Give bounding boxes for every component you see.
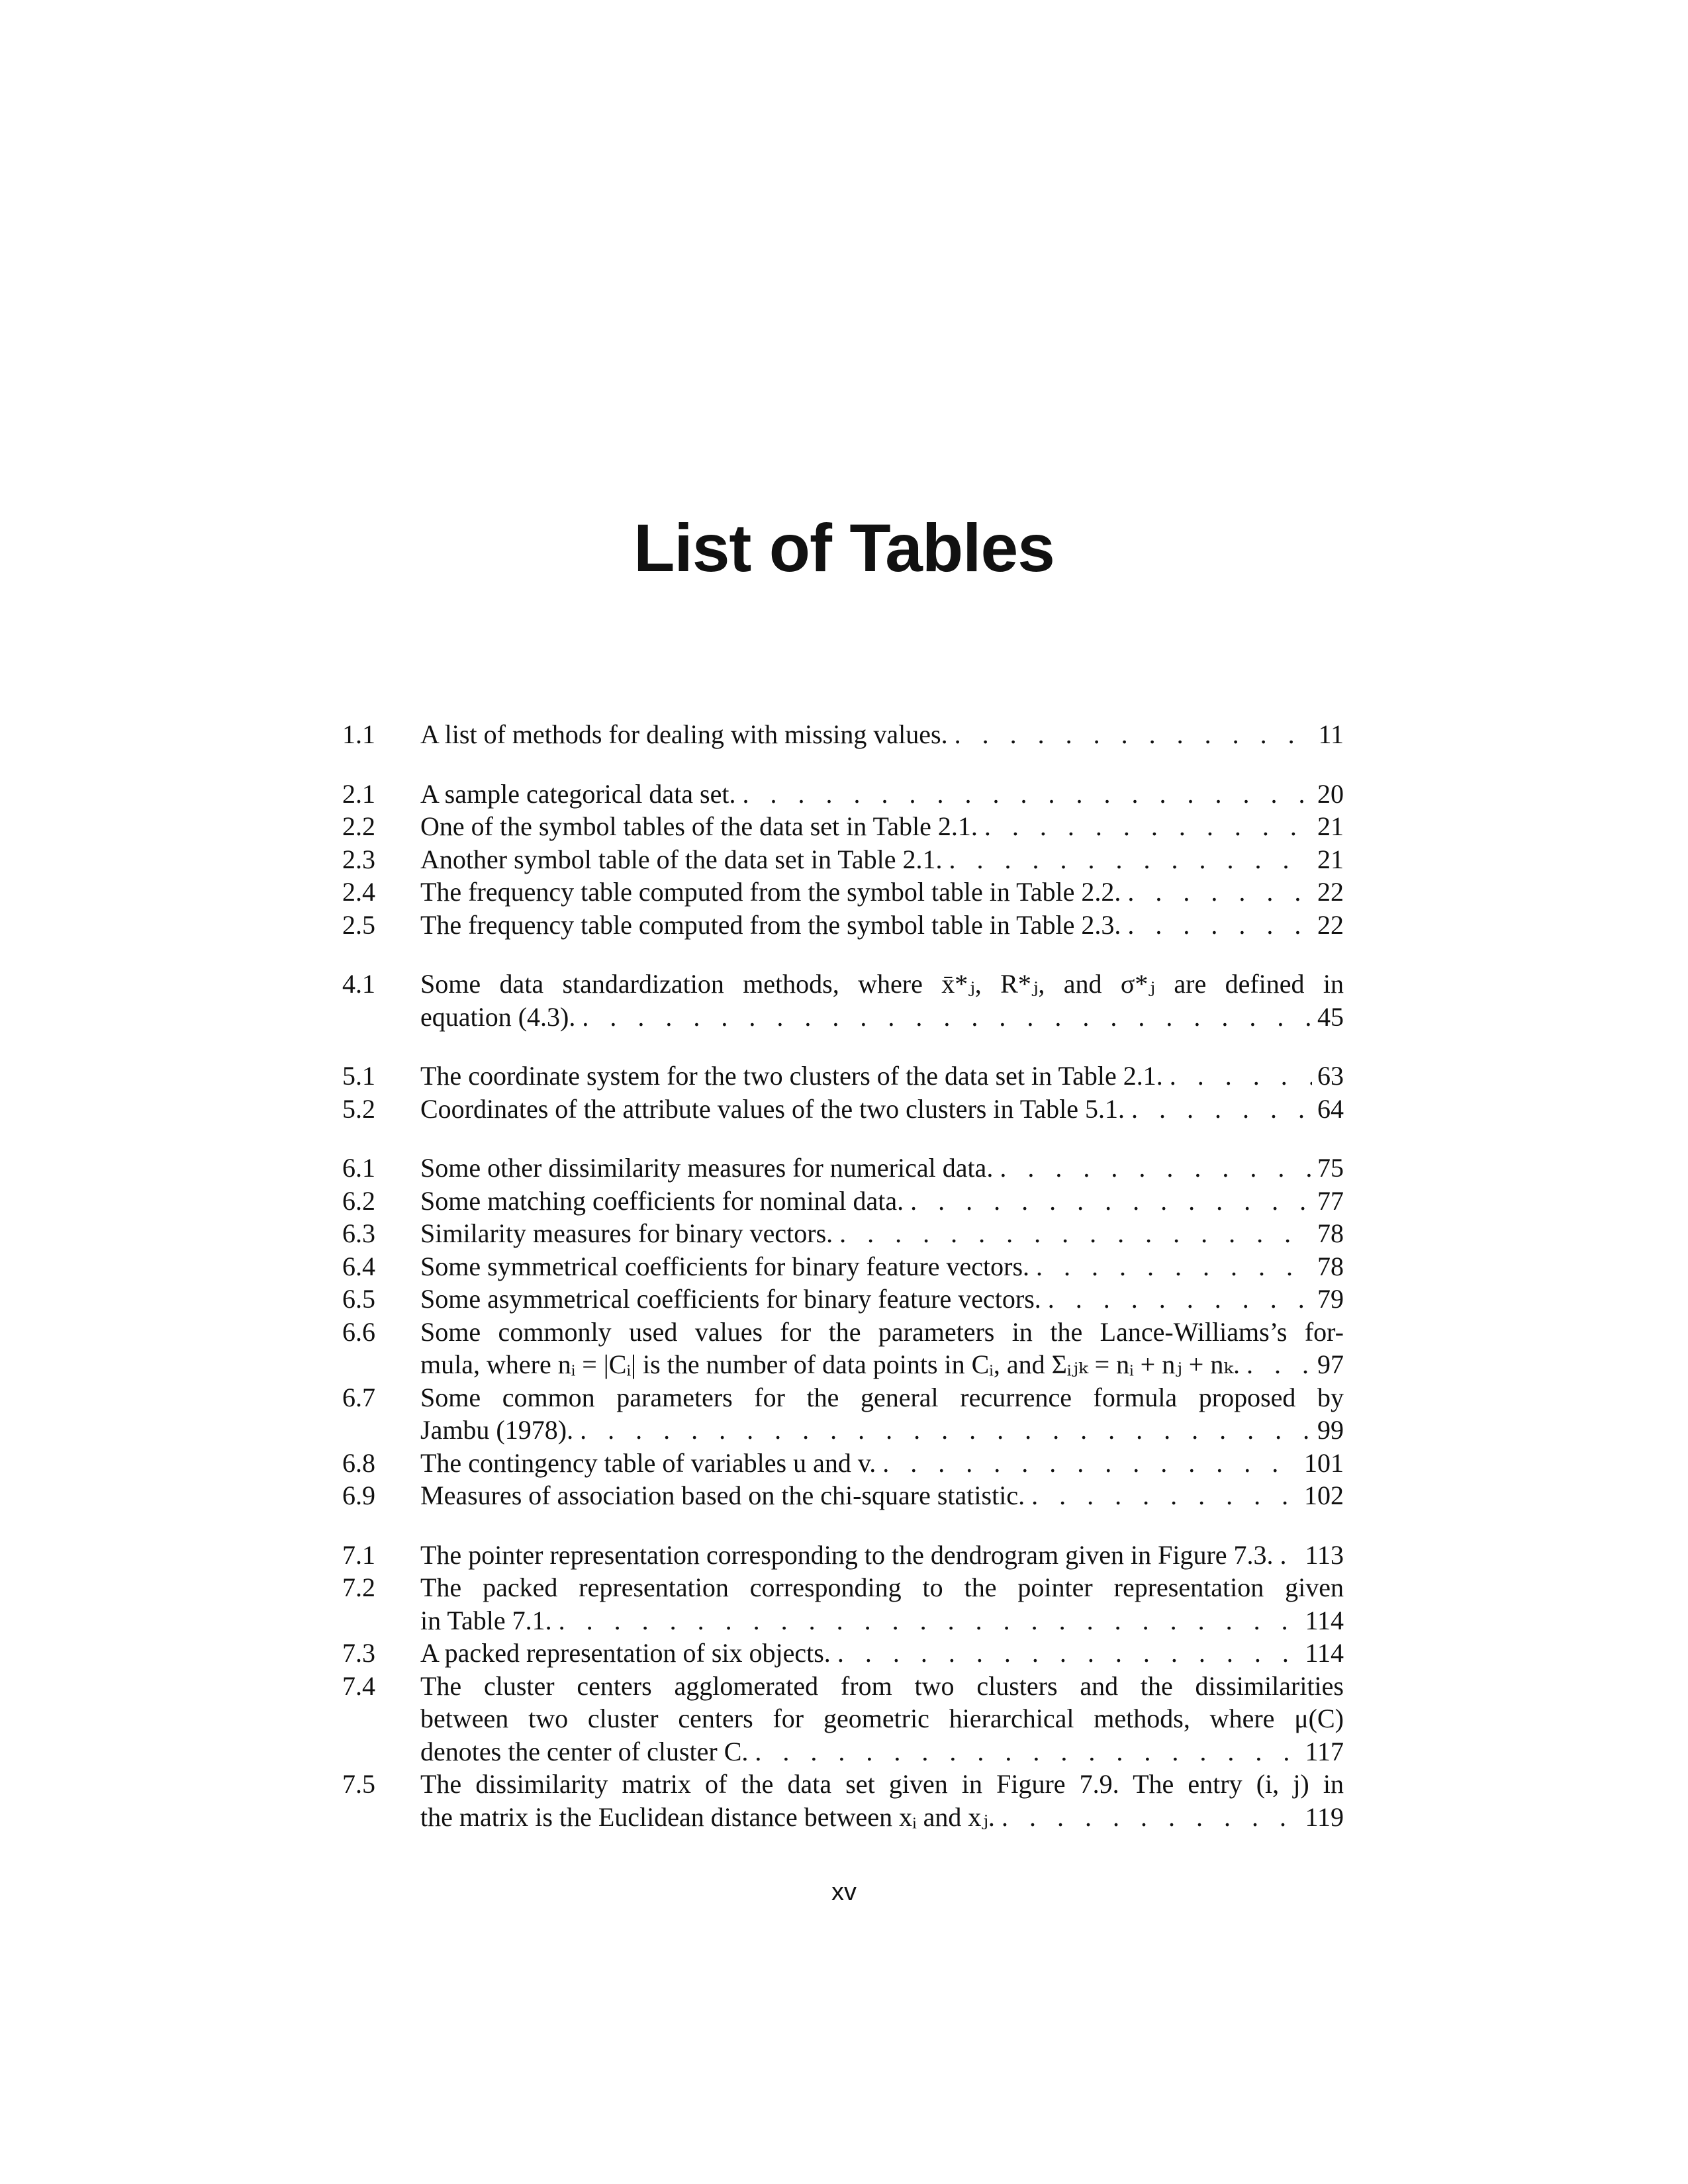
page-ref[interactable]: 20 bbox=[1317, 778, 1344, 809]
caption-line bbox=[420, 843, 1344, 876]
page-ref[interactable]: 79 bbox=[1317, 1284, 1344, 1314]
entry-number: 7.4 bbox=[342, 1670, 375, 1701]
page-ref[interactable]: 102 bbox=[1304, 1480, 1344, 1510]
page-ref[interactable]: 77 bbox=[1317, 1185, 1344, 1216]
entry-caption bbox=[420, 1093, 1344, 1126]
caption-text: denotes the center of cluster C. bbox=[420, 1736, 749, 1766]
dot-leader bbox=[573, 1414, 1312, 1447]
caption-text: Some matching coefficients for nominal data. bbox=[420, 1185, 904, 1216]
entry-number: 2.5 bbox=[342, 909, 375, 940]
caption-text: the matrix is the Euclidean distance between xᵢ and xⱼ. bbox=[420, 1801, 995, 1832]
caption-text: Another symbol table of the data set in Table 2.1. bbox=[420, 844, 943, 874]
caption-line bbox=[420, 810, 1344, 843]
entry-number: 6.9 bbox=[342, 1480, 375, 1510]
entry-number: 6.3 bbox=[342, 1218, 375, 1248]
entry-number: 6.5 bbox=[342, 1284, 375, 1314]
dot-leader bbox=[1125, 1093, 1312, 1126]
toc-group bbox=[342, 718, 1344, 751]
page-title: List of Tables bbox=[633, 510, 1055, 586]
caption-text: The frequency table computed from the symbol table in Table 2.3. bbox=[420, 909, 1121, 940]
dot-leader bbox=[575, 1001, 1312, 1034]
toc-entry[interactable] bbox=[342, 718, 1344, 751]
dot-leader bbox=[831, 1637, 1300, 1670]
toc-entry[interactable] bbox=[342, 876, 1344, 909]
caption-line bbox=[420, 1539, 1344, 1572]
page-ref[interactable]: 11 bbox=[1318, 719, 1344, 749]
entry-caption bbox=[420, 1670, 1344, 1768]
entry-number: 6.6 bbox=[342, 1316, 375, 1347]
dot-leader bbox=[1041, 1283, 1312, 1316]
toc-entry[interactable] bbox=[342, 1060, 1344, 1093]
entry-caption bbox=[420, 1060, 1344, 1093]
entry-number: 2.3 bbox=[342, 844, 375, 874]
entry-caption bbox=[420, 968, 1344, 1033]
dot-leader bbox=[1121, 909, 1312, 942]
toc-entry[interactable] bbox=[342, 1316, 1344, 1381]
caption-text: between two cluster centers for geometric hierarchical methods, where μ(C) bbox=[420, 1704, 1344, 1733]
dot-leader bbox=[748, 1735, 1299, 1768]
entry-caption bbox=[420, 1316, 1344, 1381]
caption-line bbox=[420, 1604, 1344, 1637]
toc-entry[interactable] bbox=[342, 778, 1344, 811]
page-ref[interactable]: 99 bbox=[1317, 1415, 1344, 1445]
caption-line bbox=[420, 1571, 1344, 1604]
entry-caption bbox=[420, 1637, 1344, 1670]
caption-text: Some other dissimilarity measures for numerical data. bbox=[420, 1153, 994, 1183]
toc-entry[interactable] bbox=[342, 909, 1344, 942]
caption-text: The coordinate system for the two clusters of the data set in Table 2.1. bbox=[420, 1061, 1163, 1091]
page-ref[interactable]: 78 bbox=[1317, 1251, 1344, 1281]
entry-caption bbox=[420, 876, 1344, 909]
page-ref[interactable]: 117 bbox=[1305, 1736, 1344, 1766]
page-ref[interactable]: 63 bbox=[1317, 1061, 1344, 1091]
caption-text: mula, where nᵢ = |Cᵢ| is the number of data points in Cᵢ, and Σᵢⱼₖ = nᵢ + nⱼ + nₖ. bbox=[420, 1349, 1240, 1379]
caption-line bbox=[420, 876, 1344, 909]
entry-caption bbox=[420, 1152, 1344, 1185]
dot-leader bbox=[1240, 1348, 1312, 1381]
caption-text: Some data standardization methods, where x̄*ⱼ, R*ⱼ, and σ*ⱼ are defined in bbox=[420, 969, 1344, 999]
entry-number: 6.4 bbox=[342, 1251, 375, 1281]
page-ref[interactable]: 21 bbox=[1317, 844, 1344, 874]
page-ref[interactable]: 64 bbox=[1317, 1093, 1344, 1124]
caption-text: Some common parameters for the general recurrence formula proposed by bbox=[420, 1382, 1344, 1412]
page-ref[interactable]: 22 bbox=[1317, 877, 1344, 907]
entry-caption bbox=[420, 1217, 1344, 1250]
page-ref[interactable]: 97 bbox=[1317, 1349, 1344, 1379]
caption-line bbox=[420, 1185, 1344, 1218]
caption-text: Coordinates of the attribute values of the two clusters in Table 5.1. bbox=[420, 1093, 1125, 1124]
caption-line bbox=[420, 1447, 1344, 1480]
caption-line bbox=[420, 1414, 1344, 1447]
caption-line bbox=[420, 1381, 1344, 1414]
dot-leader bbox=[1163, 1060, 1312, 1093]
entry-caption bbox=[420, 1185, 1344, 1218]
page-ref[interactable]: 113 bbox=[1305, 1539, 1344, 1570]
dot-leader bbox=[904, 1185, 1312, 1218]
toc-entry[interactable] bbox=[342, 1539, 1344, 1572]
caption-text: The dissimilarity matrix of the data set given in Figure 7.9. The entry (i, j) in bbox=[420, 1769, 1344, 1799]
caption-line bbox=[420, 1283, 1344, 1316]
page-ref[interactable]: 75 bbox=[1317, 1153, 1344, 1183]
caption-line bbox=[420, 1735, 1344, 1768]
toc-group bbox=[342, 1060, 1344, 1125]
page-ref[interactable]: 114 bbox=[1305, 1638, 1344, 1668]
caption-text: in Table 7.1. bbox=[420, 1605, 552, 1635]
caption-line bbox=[420, 1702, 1344, 1735]
dot-leader bbox=[735, 778, 1312, 811]
toc-entry[interactable] bbox=[342, 1185, 1344, 1218]
toc-entry[interactable] bbox=[342, 843, 1344, 876]
toc-entry[interactable] bbox=[342, 1152, 1344, 1185]
caption-line bbox=[420, 968, 1344, 1001]
dot-leader bbox=[993, 1152, 1312, 1185]
entry-caption bbox=[420, 1571, 1344, 1637]
entry-caption bbox=[420, 1381, 1344, 1447]
entry-number: 7.1 bbox=[342, 1539, 375, 1570]
caption-line bbox=[420, 1060, 1344, 1093]
entry-number: 2.1 bbox=[342, 778, 375, 809]
entry-number: 5.2 bbox=[342, 1093, 375, 1124]
page-number: xv bbox=[831, 1878, 857, 1906]
toc-entry[interactable] bbox=[342, 1447, 1344, 1480]
dot-leader bbox=[978, 810, 1312, 843]
caption-text: A packed representation of six objects. bbox=[420, 1638, 831, 1668]
caption-line bbox=[420, 1670, 1344, 1703]
entry-caption bbox=[420, 1539, 1344, 1572]
caption-line bbox=[420, 1801, 1344, 1834]
entry-caption bbox=[420, 1283, 1344, 1316]
entry-caption bbox=[420, 1768, 1344, 1833]
caption-line bbox=[420, 1217, 1344, 1250]
toc-entry[interactable] bbox=[342, 1479, 1344, 1512]
caption-text: The packed representation corresponding to the pointer representation given bbox=[420, 1572, 1344, 1602]
toc-entry[interactable] bbox=[342, 1571, 1344, 1637]
caption-text: Some symmetrical coefficients for binary feature vectors. bbox=[420, 1251, 1030, 1281]
dot-leader bbox=[552, 1604, 1300, 1637]
caption-line bbox=[420, 718, 1344, 751]
toc-entry[interactable] bbox=[342, 968, 1344, 1033]
toc-group bbox=[342, 778, 1344, 942]
dot-leader bbox=[948, 718, 1313, 751]
caption-line bbox=[420, 1479, 1344, 1512]
dot-leader bbox=[876, 1447, 1299, 1480]
page-ref[interactable]: 119 bbox=[1305, 1801, 1344, 1832]
page-ref[interactable]: 78 bbox=[1317, 1218, 1344, 1248]
caption-line bbox=[420, 1637, 1344, 1670]
toc-group bbox=[342, 1539, 1344, 1834]
page-ref[interactable]: 21 bbox=[1317, 811, 1344, 841]
entry-caption bbox=[420, 810, 1344, 843]
caption-text: Some asymmetrical coefficients for binary feature vectors. bbox=[420, 1284, 1041, 1314]
dot-leader bbox=[1121, 876, 1312, 909]
caption-text: The contingency table of variables u and v. bbox=[420, 1447, 876, 1478]
entry-number: 2.4 bbox=[342, 877, 375, 907]
caption-text: One of the symbol tables of the data set in Table 2.1. bbox=[420, 811, 978, 841]
entry-number: 2.2 bbox=[342, 811, 375, 841]
entry-number: 6.2 bbox=[342, 1185, 375, 1216]
entry-number: 6.8 bbox=[342, 1447, 375, 1478]
caption-line bbox=[420, 909, 1344, 942]
toc-entry[interactable] bbox=[342, 1670, 1344, 1768]
caption-text: Similarity measures for binary vectors. bbox=[420, 1218, 833, 1248]
caption-line bbox=[420, 1768, 1344, 1801]
toc-entry[interactable] bbox=[342, 1283, 1344, 1316]
entry-caption bbox=[420, 778, 1344, 811]
toc-entry[interactable] bbox=[342, 810, 1344, 843]
entry-number: 7.2 bbox=[342, 1572, 375, 1602]
caption-line bbox=[420, 1250, 1344, 1283]
toc-group bbox=[342, 1152, 1344, 1512]
page-ref[interactable]: 114 bbox=[1305, 1605, 1344, 1635]
page-ref[interactable]: 22 bbox=[1317, 909, 1344, 940]
dot-leader bbox=[943, 843, 1313, 876]
entry-number: 1.1 bbox=[342, 719, 375, 749]
dot-leader bbox=[1029, 1250, 1312, 1283]
dot-leader bbox=[833, 1217, 1312, 1250]
entry-number: 5.1 bbox=[342, 1061, 375, 1091]
caption-text: Jambu (1978). bbox=[420, 1415, 574, 1445]
entry-number: 7.5 bbox=[342, 1769, 375, 1799]
caption-text: A list of methods for dealing with missing values. bbox=[420, 719, 948, 749]
page-ref[interactable]: 101 bbox=[1304, 1447, 1344, 1478]
entry-number: 6.1 bbox=[342, 1153, 375, 1183]
entry-caption bbox=[420, 1479, 1344, 1512]
toc-entry[interactable] bbox=[342, 1093, 1344, 1126]
caption-line bbox=[420, 1152, 1344, 1185]
caption-line bbox=[420, 778, 1344, 811]
entry-number: 4.1 bbox=[342, 969, 375, 999]
caption-line bbox=[420, 1348, 1344, 1381]
caption-text: The frequency table computed from the symbol table in Table 2.2. bbox=[420, 877, 1121, 907]
entry-caption bbox=[420, 909, 1344, 942]
entry-number: 7.3 bbox=[342, 1638, 375, 1668]
caption-text: equation (4.3). bbox=[420, 1001, 576, 1032]
dot-leader bbox=[1025, 1479, 1299, 1512]
entry-caption bbox=[420, 1250, 1344, 1283]
toc-entry[interactable] bbox=[342, 1250, 1344, 1283]
toc-entry[interactable] bbox=[342, 1381, 1344, 1447]
caption-text: The pointer representation corresponding to the dendrogram given in Figure 7.3. bbox=[420, 1539, 1274, 1570]
page-ref[interactable]: 45 bbox=[1317, 1001, 1344, 1032]
caption-line bbox=[420, 1093, 1344, 1126]
entry-caption bbox=[420, 843, 1344, 876]
entry-number: 6.7 bbox=[342, 1382, 375, 1412]
caption-line bbox=[420, 1316, 1344, 1349]
caption-text: A sample categorical data set. bbox=[420, 778, 736, 809]
dot-leader bbox=[995, 1801, 1300, 1834]
entry-caption bbox=[420, 718, 1344, 751]
entry-caption bbox=[420, 1447, 1344, 1480]
table-list bbox=[342, 718, 1344, 1860]
toc-group bbox=[342, 968, 1344, 1033]
caption-text: Some commonly used values for the parameters in the Lance-Williams’s for- bbox=[420, 1316, 1344, 1347]
caption-text: Measures of association based on the chi-square statistic. bbox=[420, 1480, 1025, 1510]
toc-entry[interactable] bbox=[342, 1217, 1344, 1250]
caption-line bbox=[420, 1001, 1344, 1034]
toc-entry[interactable] bbox=[342, 1637, 1344, 1670]
caption-text: The cluster centers agglomerated from two clusters and the dissimilarities bbox=[420, 1670, 1344, 1701]
dot-leader bbox=[1274, 1539, 1300, 1572]
toc-entry[interactable] bbox=[342, 1768, 1344, 1833]
